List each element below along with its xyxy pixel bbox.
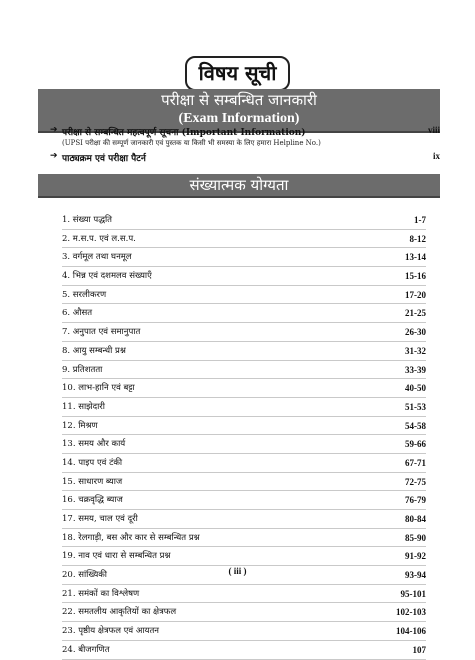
toc-row-page: 76-79 — [405, 495, 426, 506]
exam-info-item-label: पाठ्यक्रम एवं परीक्षा पैटर्न — [62, 154, 146, 164]
toc-row-label: 19. नाव एवं धारा से सम्बन्धित प्रश्न — [62, 551, 171, 562]
exam-info-item-page: ix — [432, 151, 440, 161]
page-title-wrap — [0, 56, 475, 91]
toc-row-label: 6. औसत — [62, 308, 93, 319]
section-banner: संख्यात्मक योग्यता — [38, 174, 440, 198]
toc-row-page: 40-50 — [405, 383, 426, 394]
toc-row-label: 13. समय और कार्य — [62, 439, 126, 450]
toc-row-page: 8-12 — [409, 233, 426, 244]
toc-row-label: 14. पाइप एवं टंकी — [62, 457, 123, 468]
toc-row[interactable] — [62, 491, 426, 510]
toc-row-label: 1. संख्या पद्धति — [62, 215, 113, 225]
toc-row[interactable] — [62, 585, 426, 604]
exam-info-banner-subtitle: (Exam Information) — [178, 111, 300, 126]
toc-row-page: 67-71 — [405, 457, 426, 468]
toc-row[interactable] — [62, 286, 426, 305]
exam-info-item-note: (UPSI परीक्षा की सम्पूर्ण जानकारी एवं पुस्तक या किसी भी समस्या के लिए हमारा Helpline No.) — [62, 139, 321, 147]
toc-row-label: 2. म.स.प. एवं ल.स.प. — [62, 233, 136, 244]
toc-row[interactable] — [62, 248, 426, 267]
toc-row[interactable] — [62, 361, 426, 380]
toc-row-label: 7. अनुपात एवं समानुपात — [62, 327, 141, 338]
toc-row[interactable] — [62, 211, 426, 230]
toc-row-label: 9. प्रतिशतता — [62, 364, 103, 375]
exam-info-item-page: viii — [427, 125, 440, 135]
toc-row[interactable] — [62, 304, 426, 323]
toc-row[interactable] — [62, 398, 426, 417]
toc-row-label: 23. पृष्ठीय क्षेत्रफल एवं आयतन — [62, 626, 160, 637]
toc-row-page: 91-92 — [405, 551, 426, 562]
toc-row-page: 15-16 — [405, 271, 426, 282]
toc-row-label: 24. बीजगणित — [62, 644, 110, 655]
page-number: ( iii ) — [228, 566, 247, 576]
toc-row-page: 17-20 — [405, 289, 426, 300]
toc-row-label: 11. साझेदारी — [62, 401, 105, 412]
toc-row[interactable] — [62, 342, 426, 361]
toc-row[interactable] — [62, 267, 426, 286]
toc-row-page: 80-84 — [405, 514, 426, 524]
exam-info-item-label: परीक्षा से सम्बन्धित महत्वपूर्ण सूचना (Important Information) — [62, 128, 306, 138]
toc-row[interactable] — [62, 529, 426, 548]
toc-row-label: 4. भिन्न एवं दशमलव संख्याएँ — [62, 271, 152, 282]
toc-row-page: 104-106 — [396, 626, 426, 637]
toc-row-page: 51-53 — [405, 401, 426, 412]
exam-info-item — [50, 151, 440, 164]
page-title: विषय सूची — [185, 56, 291, 91]
toc-row-page: 54-58 — [405, 420, 426, 431]
exam-info-row[interactable] — [50, 151, 440, 164]
toc-row-page: 13-14 — [405, 252, 426, 263]
exam-info-banner-title: परीक्षा से सम्बन्धित जानकारी — [161, 91, 317, 109]
toc-row-page: 95-101 — [400, 588, 426, 599]
exam-info-item — [50, 125, 440, 148]
toc-list — [62, 211, 426, 660]
toc-row-page: 21-25 — [405, 308, 426, 319]
toc-row-page: 31-32 — [405, 345, 426, 356]
toc-row-page: 26-30 — [405, 327, 426, 338]
toc-row[interactable] — [62, 454, 426, 473]
toc-row[interactable] — [62, 510, 426, 529]
toc-row-label: 22. समतलीय आकृतियों का क्षेत्रफल — [62, 607, 177, 618]
exam-info-row[interactable] — [50, 125, 440, 148]
arrow-right-icon: ➔ — [50, 125, 58, 135]
toc-row-page: 102-103 — [396, 607, 426, 618]
toc-row-label: 12. मिश्रण — [62, 420, 98, 431]
toc-row[interactable] — [62, 603, 426, 622]
toc-row[interactable] — [62, 641, 426, 660]
toc-row[interactable] — [62, 230, 426, 249]
toc-row-label: 18. रेलगाड़ी, बस और कार से सम्बन्धित प्रश्न — [62, 532, 200, 543]
toc-row-page: 33-39 — [405, 364, 426, 375]
toc-row-page: 59-66 — [405, 439, 426, 450]
toc-row-page: 72-75 — [405, 476, 426, 487]
toc-row[interactable] — [62, 547, 426, 566]
toc-row-label: 21. समंकों का विश्लेषण — [62, 588, 140, 599]
toc-row-label: 20. सांख्यिकी — [62, 570, 108, 581]
toc-row-label: 17. समय, चाल एवं दूरी — [62, 514, 138, 524]
toc-row-label: 15. साधारण ब्याज — [62, 476, 123, 487]
toc-row-page: 107 — [412, 644, 426, 655]
toc-row[interactable] — [62, 435, 426, 454]
toc-row-page: 1-7 — [414, 215, 426, 225]
toc-row-label: 8. आयु सम्बन्धी प्रश्न — [62, 345, 126, 356]
toc-row-page: 93-94 — [405, 570, 426, 581]
toc-row[interactable] — [62, 323, 426, 342]
toc-row-label: 16. चक्रवृद्धि ब्याज — [62, 495, 123, 506]
toc-row[interactable] — [62, 622, 426, 641]
toc-row-page: 85-90 — [405, 532, 426, 543]
toc-row-label: 10. लाभ-हानि एवं बट्टा — [62, 383, 135, 394]
toc-row[interactable] — [62, 473, 426, 492]
toc-row[interactable] — [62, 379, 426, 398]
toc-row-label: 5. सरलीकरण — [62, 289, 107, 300]
arrow-right-icon: ➔ — [50, 151, 58, 161]
toc-row-label: 3. वर्गमूल तथा घनमूल — [62, 252, 132, 263]
toc-row[interactable] — [62, 417, 426, 436]
